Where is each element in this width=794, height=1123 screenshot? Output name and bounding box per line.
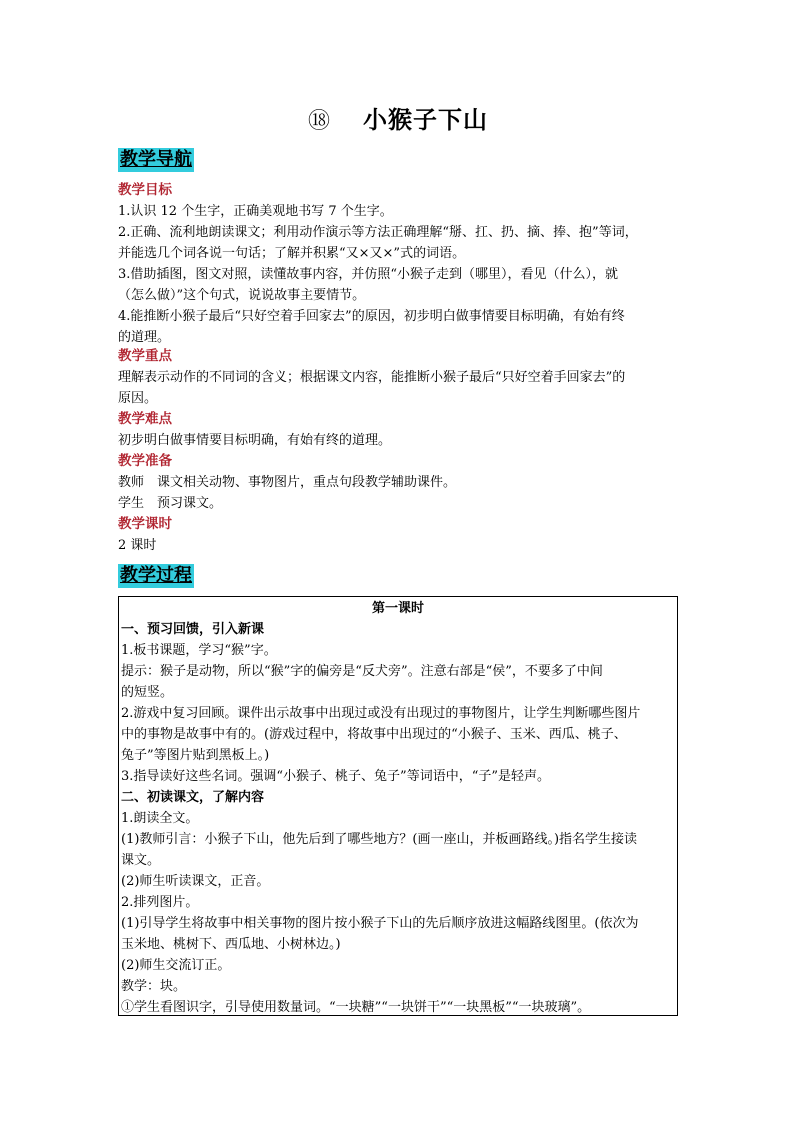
page-title: [118, 100, 678, 135]
lesson-content: [121, 619, 675, 1016]
preparation-line: 教师 课文相关动物、事物图片，重点句段教学辅助课件。: [118, 475, 457, 490]
lesson-line: 3.指导读好这些名词。强调“小猴子、桃子、兔子”等词语中，“子”是轻声。: [121, 769, 550, 784]
goals-section: [118, 180, 678, 348]
goals-heading: 教学目标: [118, 182, 172, 198]
preparation-section: [118, 451, 678, 514]
lesson-line: (2)师生听读课文，正音。: [121, 874, 270, 889]
lesson-line: 玉米地、桃树下、西瓜地、小树林边。): [121, 937, 341, 952]
lesson-period-title: 第一课时: [371, 601, 424, 616]
goal-line: 4.能推断小猴子最后“只好空着手回家去”的原因，初步明白做事情要目标明确，有始有终: [118, 309, 625, 324]
difficulties-section: [118, 409, 678, 451]
lesson-line: (1)引导学生将故事中相关事物的图片按小猴子下山的先后顺序放进这幅路线图里。(依次为: [121, 916, 639, 931]
periods-section: [118, 514, 678, 556]
lesson-section-heading: 二、初读课文，了解内容: [121, 790, 265, 805]
lesson-title: 小猴子下山: [363, 106, 488, 134]
key-point-line: 原因。: [118, 391, 158, 406]
goal-line: 1.认识 12 个生字，正确美观地书写 7 个生字。: [118, 204, 393, 219]
preparation-heading: 教学准备: [118, 453, 172, 469]
lesson-line: 的短竖。: [121, 685, 174, 700]
lesson-line: 1.板书课题，学习“猴”字。: [121, 643, 277, 658]
goal-line: 2.正确、流利地朗读课文；利用动作演示等方法正确理解“掰、扛、扔、摘、捧、抱”等词，: [118, 225, 638, 240]
lesson-line: 2.排列图片。: [121, 895, 199, 910]
periods-text: [118, 535, 678, 556]
lesson-line: 课文。: [121, 853, 161, 868]
difficulty-line: 初步明白做事情要目标明确，有始有终的道理。: [118, 433, 392, 448]
lesson-number: ⑱: [307, 109, 331, 134]
teaching-nav-banner: 教学导航: [120, 149, 192, 170]
periods-heading: 教学课时: [118, 516, 172, 532]
lesson-line: ①学生看图识字，引导使用数量词。“一块糖”“一块饼干”“一块黑板”“一块玻璃”。: [121, 1000, 591, 1015]
lesson-line: 提示：猴子是动物，所以“猴”字的偏旁是“反犬旁”。注意右部是“侯”，不要多了中间: [121, 664, 603, 679]
key-points-text: [118, 367, 678, 409]
lesson-line: 兔子”等图片贴到黑板上。): [121, 748, 270, 763]
preparation-text: [118, 472, 678, 514]
lesson-table: [118, 596, 678, 1016]
lesson-line: (1)教师引言：小猴子下山，他先后到了哪些地方？(画一座山，并板画路线。)指名学生接读: [121, 832, 638, 847]
lesson-section-heading: 一、预习回馈，引入新课: [121, 622, 265, 637]
difficulties-text: [118, 430, 678, 451]
lesson-line: 教学：块。: [121, 979, 187, 994]
key-points-section: [118, 346, 678, 409]
lesson-line: 2.游戏中复习回顾。课件出示故事中出现过或没有出现过的事物图片，让学生判断哪些图片: [121, 706, 641, 721]
lesson-line: 中的事物是故事中有的。(游戏过程中，将故事中出现过的“小猴子、玉米、西瓜、桃子、: [121, 727, 627, 742]
key-points-heading: 教学重点: [118, 348, 172, 364]
difficulties-heading: 教学难点: [118, 411, 172, 427]
preparation-line: 学生 预习课文。: [118, 496, 223, 511]
goal-line: 3.借助插图，图文对照，读懂故事内容，并仿照“小猴子走到（哪里），看见（什么），就: [118, 267, 619, 282]
goals-list: [118, 201, 678, 348]
period-line: 2 课时: [118, 538, 157, 553]
key-point-line: 理解表示动作的不同词的含义；根据课文内容，能推断小猴子最后“只好空着手回家去”的: [118, 370, 626, 385]
goal-line: 的道理。: [118, 330, 171, 345]
goal-line: 并能选几个词各说一句话；了解并积累“又×又×”式的词语。: [118, 246, 466, 261]
goal-line: （怎么做）”这个句式，说说故事主要情节。: [118, 288, 366, 303]
lesson-line: (2)师生交流订正。: [121, 958, 231, 973]
lesson-line: 1.朗读全文。: [121, 811, 199, 826]
teaching-process-banner: 教学过程: [120, 565, 192, 586]
